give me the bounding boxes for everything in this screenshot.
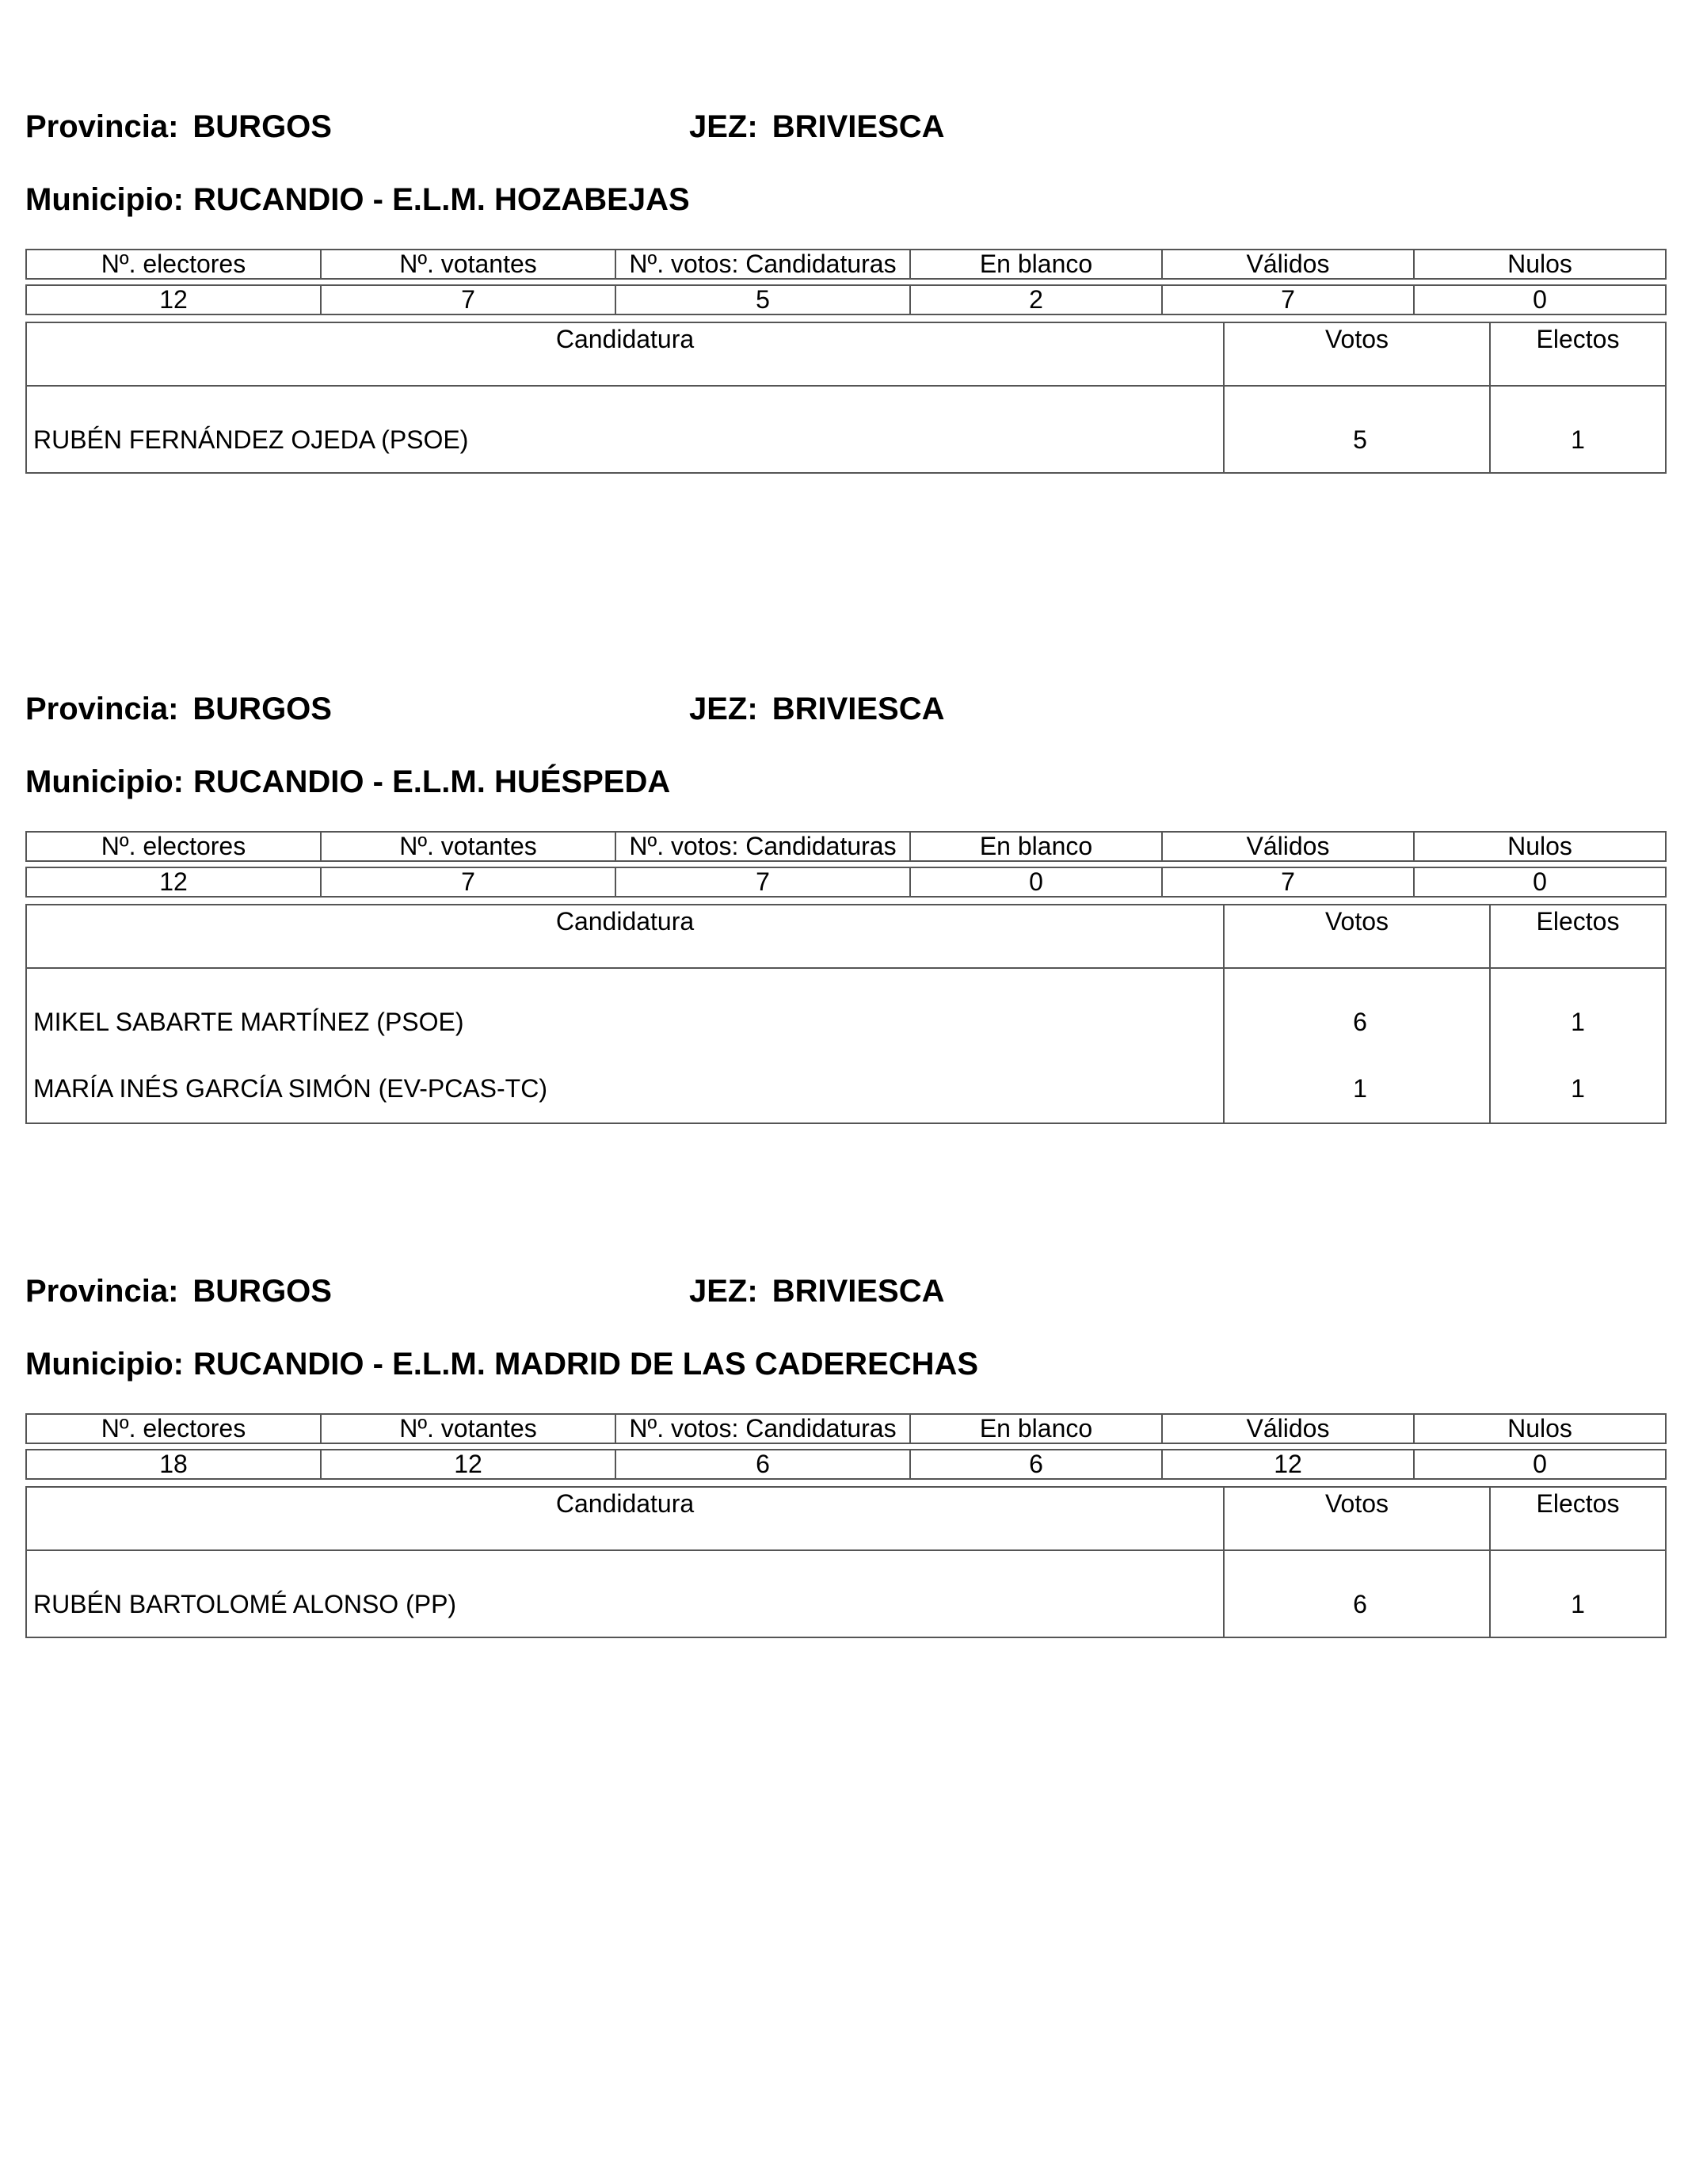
candidate-name: MIKEL SABARTE MARTÍNEZ (PSOE) — [26, 968, 1224, 1055]
stats-value-cell: 18 — [26, 1450, 321, 1479]
municipio-value: RUCANDIO - E.L.M. MADRID DE LAS CADERECHAS — [192, 1347, 979, 1382]
stats-value-cell: 2 — [910, 285, 1162, 314]
stats-header-cell: Nº. votantes — [321, 1414, 615, 1443]
municipio-field — [25, 758, 670, 806]
candidates-header-cell: Electos — [1490, 905, 1666, 968]
provincia-field — [25, 685, 332, 733]
stats-header-cell: En blanco — [910, 832, 1162, 861]
provincia-field — [25, 103, 332, 151]
provincia-label: Provincia: — [25, 692, 179, 726]
stats-table — [25, 831, 1667, 898]
stats-value-cell: 12 — [26, 867, 321, 897]
municipio-label: Municipio: — [25, 182, 184, 217]
candidates-table — [25, 904, 1667, 1124]
stats-header-cell: Nº. votantes — [321, 832, 615, 861]
candidate-electos: 1 — [1490, 1550, 1666, 1637]
candidate-electos: 1 — [1490, 1055, 1666, 1123]
municipio-value: RUCANDIO - E.L.M. HOZABEJAS — [192, 182, 690, 217]
candidates-header-cell: Candidatura — [26, 1487, 1224, 1550]
stats-value-cell: 0 — [1414, 867, 1666, 897]
candidates-header-row — [26, 1487, 1666, 1550]
results-section — [25, 1267, 1665, 1618]
candidates-header-cell: Votos — [1224, 322, 1490, 386]
stats-value-cell: 7 — [321, 285, 615, 314]
stats-value-cell: 5 — [615, 285, 910, 314]
candidates-table — [25, 1486, 1667, 1638]
stats-header-cell: Nº. electores — [26, 1414, 321, 1443]
stats-value-cell: 12 — [26, 285, 321, 314]
stats-header-cell: Nº. electores — [26, 250, 321, 279]
stats-value-cell: 12 — [321, 1450, 615, 1479]
candidates-header-cell: Votos — [1224, 905, 1490, 968]
jez-field — [689, 685, 945, 733]
jez-value: BRIVIESCA — [772, 692, 945, 726]
municipio-label: Municipio: — [25, 1347, 184, 1382]
stats-header-cell: En blanco — [910, 250, 1162, 279]
stats-value-cell: 7 — [615, 867, 910, 897]
candidate-name: RUBÉN BARTOLOMÉ ALONSO (PP) — [26, 1550, 1224, 1637]
stats-value-cell: 7 — [1162, 285, 1414, 314]
candidate-votos: 5 — [1224, 386, 1490, 473]
municipio-field — [25, 176, 690, 223]
stats-header-row — [26, 250, 1666, 279]
stats-value-row — [26, 1450, 1666, 1479]
stats-value-row — [26, 867, 1666, 897]
candidates-table — [25, 322, 1667, 474]
stats-header-row — [26, 832, 1666, 861]
provincia-label: Provincia: — [25, 1274, 179, 1309]
stats-header-row — [26, 1414, 1666, 1443]
candidates-header-cell: Candidatura — [26, 905, 1224, 968]
provincia-label: Provincia: — [25, 109, 179, 144]
stats-header-cell: Nº. electores — [26, 832, 321, 861]
provincia-value: BURGOS — [192, 1274, 332, 1309]
stats-header-cell: Nulos — [1414, 1414, 1666, 1443]
candidate-votos: 6 — [1224, 968, 1490, 1055]
results-section — [25, 103, 1665, 454]
header-row — [25, 103, 1665, 151]
candidate-row — [26, 1550, 1666, 1637]
candidates-header-cell: Votos — [1224, 1487, 1490, 1550]
provincia-value: BURGOS — [192, 109, 332, 144]
jez-field — [689, 103, 945, 151]
candidate-votos: 1 — [1224, 1055, 1490, 1123]
candidate-electos: 1 — [1490, 968, 1666, 1055]
stats-header-cell: En blanco — [910, 1414, 1162, 1443]
jez-label: JEZ: — [689, 109, 758, 144]
municipio-field — [25, 1340, 978, 1388]
stats-header-cell: Válidos — [1162, 832, 1414, 861]
candidates-header-cell: Electos — [1490, 322, 1666, 386]
stats-value-row — [26, 285, 1666, 314]
candidate-name: MARÍA INÉS GARCÍA SIMÓN (EV-PCAS-TC) — [26, 1055, 1224, 1123]
stats-header-cell: Nº. votos: Candidaturas — [615, 250, 910, 279]
stats-header-cell: Nulos — [1414, 832, 1666, 861]
jez-value: BRIVIESCA — [772, 109, 945, 144]
stats-header-cell: Válidos — [1162, 250, 1414, 279]
municipio-value: RUCANDIO - E.L.M. HUÉSPEDA — [192, 764, 671, 799]
candidate-row — [26, 968, 1666, 1055]
stats-header-cell: Nulos — [1414, 250, 1666, 279]
candidate-name: RUBÉN FERNÁNDEZ OJEDA (PSOE) — [26, 386, 1224, 473]
stats-table — [25, 249, 1667, 315]
stats-value-cell: 12 — [1162, 1450, 1414, 1479]
stats-value-cell: 6 — [910, 1450, 1162, 1479]
candidates-header-cell: Electos — [1490, 1487, 1666, 1550]
candidate-electos: 1 — [1490, 386, 1666, 473]
jez-field — [689, 1267, 945, 1315]
header-row — [25, 1267, 1665, 1315]
candidate-row — [26, 1055, 1666, 1123]
municipio-label: Municipio: — [25, 764, 184, 799]
candidates-header-cell: Candidatura — [26, 322, 1224, 386]
jez-label: JEZ: — [689, 1274, 758, 1309]
stats-table — [25, 1413, 1667, 1480]
stats-value-cell: 7 — [321, 867, 615, 897]
provincia-value: BURGOS — [192, 692, 332, 726]
candidates-header-row — [26, 905, 1666, 968]
stats-value-cell: 6 — [615, 1450, 910, 1479]
provincia-field — [25, 1267, 332, 1315]
stats-header-cell: Nº. votantes — [321, 250, 615, 279]
candidates-header-row — [26, 322, 1666, 386]
stats-value-cell: 0 — [910, 867, 1162, 897]
candidate-row — [26, 386, 1666, 473]
candidate-votos: 6 — [1224, 1550, 1490, 1637]
jez-value: BRIVIESCA — [772, 1274, 945, 1309]
stats-value-cell: 0 — [1414, 285, 1666, 314]
header-row — [25, 685, 1665, 733]
jez-label: JEZ: — [689, 692, 758, 726]
stats-header-cell: Nº. votos: Candidaturas — [615, 1414, 910, 1443]
results-section — [25, 685, 1665, 1103]
stats-value-cell: 0 — [1414, 1450, 1666, 1479]
stats-value-cell: 7 — [1162, 867, 1414, 897]
stats-header-cell: Nº. votos: Candidaturas — [615, 832, 910, 861]
stats-header-cell: Válidos — [1162, 1414, 1414, 1443]
